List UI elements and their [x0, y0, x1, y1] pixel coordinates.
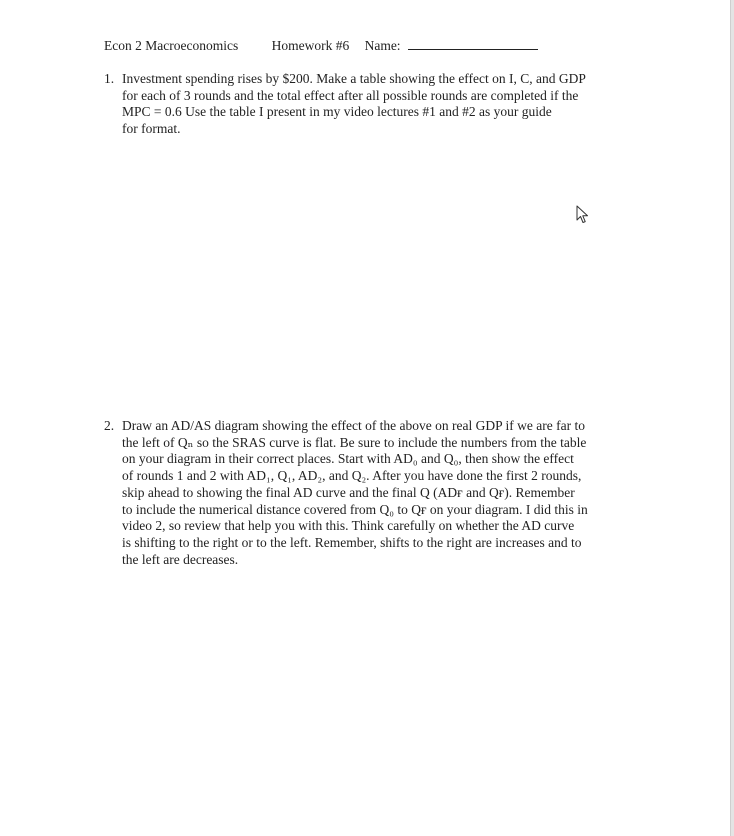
question-line: video 2, so review that help you with this. Think carefully on whether the AD curve — [122, 518, 575, 534]
question-line: Draw an AD/AS diagram showing the effect of the above on real GDP if we are far to — [122, 418, 585, 433]
question-line: to include the numerical distance covered from Q₀ to Qғ on your diagram. I did this in — [122, 501, 588, 517]
question-text — [122, 71, 629, 138]
homework-title: Homework #6 — [271, 38, 350, 53]
question-number: 2. — [104, 418, 115, 433]
question-line: for format. — [122, 121, 181, 137]
mouse-pointer-icon — [576, 205, 590, 225]
question-line: skip ahead to showing the final AD curve and the final Q (ADғ and Qғ). Remember — [122, 484, 575, 500]
name-blank-line — [408, 37, 538, 50]
question-line: of rounds 1 and 2 with AD₁, Q₁, AD₂, and Q₂. After you have done the first 2 rounds, — [122, 468, 582, 484]
question-1 — [104, 71, 629, 138]
question-2 — [104, 418, 629, 568]
question-line: is shifting to the right or to the left. Remember, shifts to the right are increases and to — [122, 534, 582, 550]
question-line: the left are decreases. — [122, 551, 239, 567]
page-edge-scrollbar — [730, 0, 734, 836]
question-line: the left of Qₙ so the SRAS curve is flat. Be sure to include the numbers from the table — [122, 434, 587, 450]
question-line: Investment spending rises by $200. Make a table showing the effect on I, C, and GDP — [122, 71, 586, 86]
header-line — [104, 37, 538, 54]
question-line: MPC = 0.6 Use the table I present in my video lectures #1 and #2 as your guide — [122, 104, 552, 120]
question-line: for each of 3 rounds and the total effect after all possible rounds are completed if the — [122, 87, 579, 103]
course-title: Econ 2 Macroeconomics — [104, 38, 239, 53]
question-text — [122, 418, 629, 568]
question-number: 1. — [104, 71, 115, 86]
name-label: Name: — [364, 38, 401, 53]
question-line: on your diagram in their correct places. Start with AD₀ and Q₀, then show the effect — [122, 451, 574, 467]
